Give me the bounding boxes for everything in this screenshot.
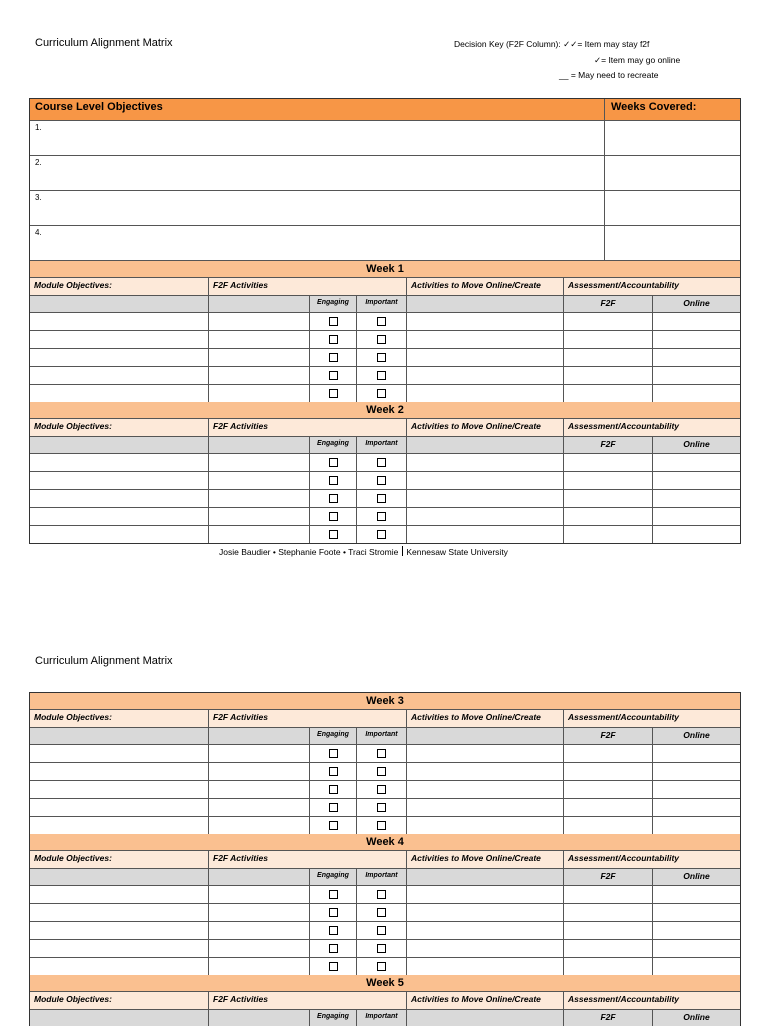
subheader-blank bbox=[407, 869, 564, 885]
online-activity-cell[interactable] bbox=[407, 526, 564, 543]
subheader-blank bbox=[407, 437, 564, 453]
table-row bbox=[30, 367, 740, 385]
decision-key-line-recreate: __ = May need to recreate bbox=[559, 70, 659, 80]
module-objective-cell[interactable] bbox=[30, 331, 209, 348]
objective-row[interactable] bbox=[30, 156, 740, 191]
subheader-blank bbox=[30, 437, 209, 453]
f2f-activity-cell[interactable] bbox=[209, 490, 310, 507]
engaging-cell bbox=[310, 508, 357, 525]
table-row bbox=[30, 490, 740, 508]
module-objective-cell[interactable] bbox=[30, 472, 209, 489]
table-row bbox=[30, 763, 740, 781]
online-header: Online bbox=[683, 439, 710, 449]
f2f-activity-cell[interactable] bbox=[209, 799, 310, 816]
engaging-checkbox[interactable] bbox=[329, 389, 338, 398]
module-objective-cell[interactable] bbox=[30, 904, 209, 921]
week-block bbox=[30, 402, 740, 543]
f2f-assessment-cell[interactable] bbox=[564, 454, 653, 471]
important-checkbox[interactable] bbox=[377, 767, 386, 776]
engaging-checkbox[interactable] bbox=[329, 944, 338, 953]
table-row bbox=[30, 349, 740, 367]
online-assessment-cell[interactable] bbox=[653, 367, 740, 384]
f2f-header: F2F bbox=[564, 437, 653, 453]
important-cell bbox=[357, 781, 407, 798]
important-checkbox[interactable] bbox=[377, 317, 386, 326]
weeks-covered-header: Weeks Covered: bbox=[611, 101, 697, 113]
subheader-blank bbox=[407, 296, 564, 312]
footer-university: Kennesaw State University bbox=[406, 547, 508, 557]
subheader-blank bbox=[30, 869, 209, 885]
online-activity-cell[interactable] bbox=[407, 349, 564, 366]
module-objective-cell[interactable] bbox=[30, 940, 209, 957]
important-checkbox[interactable] bbox=[377, 821, 386, 830]
online-activity-cell[interactable] bbox=[407, 331, 564, 348]
important-cell bbox=[357, 490, 407, 507]
engaging-checkbox[interactable] bbox=[329, 785, 338, 794]
subheader-blank bbox=[209, 869, 310, 885]
online-assessment-cell[interactable] bbox=[653, 331, 740, 348]
engaging-header: Engaging bbox=[310, 437, 357, 453]
footer-separator bbox=[402, 546, 403, 556]
table-row bbox=[30, 385, 740, 402]
online-assessment-cell[interactable] bbox=[653, 313, 740, 330]
week-title: Week 1 bbox=[30, 261, 740, 278]
f2f-activity-cell[interactable] bbox=[209, 781, 310, 798]
engaging-checkbox[interactable] bbox=[329, 890, 338, 899]
module-objective-cell[interactable] bbox=[30, 799, 209, 816]
f2f-activity-cell[interactable] bbox=[209, 922, 310, 939]
weeks-covered-cell[interactable] bbox=[605, 191, 740, 225]
f2f-activity-cell[interactable] bbox=[209, 904, 310, 921]
engaging-cell bbox=[310, 385, 357, 402]
engaging-cell bbox=[310, 367, 357, 384]
subheader-blank bbox=[209, 437, 310, 453]
table-row bbox=[30, 817, 740, 834]
f2f-activity-cell[interactable] bbox=[209, 472, 310, 489]
online-activity-cell[interactable] bbox=[407, 745, 564, 762]
online-activity-cell[interactable] bbox=[407, 367, 564, 384]
important-checkbox[interactable] bbox=[377, 785, 386, 794]
decision-key-line-stay: Decision Key (F2F Column): ✓✓= Item may stay f2f bbox=[454, 39, 650, 49]
f2f-assessment-cell[interactable] bbox=[564, 745, 653, 762]
f2f-assessment-cell[interactable] bbox=[564, 799, 653, 816]
f2f-assessment-cell[interactable] bbox=[564, 472, 653, 489]
important-checkbox[interactable] bbox=[377, 512, 386, 521]
important-checkbox[interactable] bbox=[377, 353, 386, 362]
online-assessment-cell[interactable] bbox=[653, 958, 740, 975]
week-block bbox=[30, 261, 740, 402]
online-assessment-cell[interactable] bbox=[653, 472, 740, 489]
week-subheader-row bbox=[30, 728, 740, 745]
engaging-checkbox[interactable] bbox=[329, 926, 338, 935]
subheader-blank bbox=[209, 296, 310, 312]
important-cell bbox=[357, 904, 407, 921]
online-assessment-cell[interactable] bbox=[653, 385, 740, 402]
f2f-activities-header: F2F Activities bbox=[209, 851, 407, 868]
online-activity-cell[interactable] bbox=[407, 763, 564, 780]
engaging-cell bbox=[310, 313, 357, 330]
important-checkbox[interactable] bbox=[377, 494, 386, 503]
important-cell bbox=[357, 331, 407, 348]
table-row bbox=[30, 745, 740, 763]
engaging-cell bbox=[310, 472, 357, 489]
week-title: Week 4 bbox=[30, 834, 740, 851]
weeks-covered-cell[interactable] bbox=[605, 226, 740, 260]
online-header: Online bbox=[683, 298, 710, 308]
online-assessment-cell[interactable] bbox=[653, 922, 740, 939]
table-row bbox=[30, 508, 740, 526]
subheader-blank bbox=[30, 296, 209, 312]
f2f-assessment-cell[interactable] bbox=[564, 367, 653, 384]
module-objectives-header: Module Objectives: bbox=[30, 992, 209, 1009]
module-objective-cell[interactable] bbox=[30, 490, 209, 507]
important-cell bbox=[357, 958, 407, 975]
important-checkbox[interactable] bbox=[377, 749, 386, 758]
important-header: Important bbox=[357, 437, 407, 453]
engaging-cell bbox=[310, 958, 357, 975]
engaging-cell bbox=[310, 922, 357, 939]
activities-online-header: Activities to Move Online/Create bbox=[407, 419, 564, 436]
important-checkbox[interactable] bbox=[377, 962, 386, 971]
online-assessment-cell[interactable] bbox=[653, 349, 740, 366]
page-title: Curriculum Alignment Matrix bbox=[35, 37, 173, 49]
week-column-header-row bbox=[30, 278, 740, 296]
f2f-activity-cell[interactable] bbox=[209, 763, 310, 780]
important-checkbox[interactable] bbox=[377, 803, 386, 812]
table-row bbox=[30, 922, 740, 940]
engaging-cell bbox=[310, 490, 357, 507]
online-assessment-cell[interactable] bbox=[653, 745, 740, 762]
table-row bbox=[30, 904, 740, 922]
f2f-assessment-cell[interactable] bbox=[564, 781, 653, 798]
week-block bbox=[30, 834, 740, 975]
engaging-checkbox[interactable] bbox=[329, 767, 338, 776]
important-checkbox[interactable] bbox=[377, 476, 386, 485]
engaging-cell bbox=[310, 331, 357, 348]
important-cell bbox=[357, 922, 407, 939]
online-assessment-cell[interactable] bbox=[653, 508, 740, 525]
module-objectives-header: Module Objectives: bbox=[30, 278, 209, 295]
online-activity-cell[interactable] bbox=[407, 490, 564, 507]
important-cell bbox=[357, 745, 407, 762]
f2f-assessment-cell[interactable] bbox=[564, 817, 653, 834]
f2f-activities-header: F2F Activities bbox=[209, 992, 407, 1009]
module-objective-cell[interactable] bbox=[30, 958, 209, 975]
week-block bbox=[30, 975, 740, 1026]
important-cell bbox=[357, 526, 407, 543]
important-cell bbox=[357, 454, 407, 471]
engaging-cell bbox=[310, 886, 357, 903]
page-title: Curriculum Alignment Matrix bbox=[35, 655, 173, 667]
assessment-header: Assessment/Accountability bbox=[568, 853, 680, 863]
activities-online-header: Activities to Move Online/Create bbox=[407, 710, 564, 727]
weekly-matrix bbox=[29, 692, 741, 1026]
f2f-activity-cell[interactable] bbox=[209, 313, 310, 330]
online-assessment-cell[interactable] bbox=[653, 763, 740, 780]
online-assessment-cell[interactable] bbox=[653, 781, 740, 798]
online-activity-cell[interactable] bbox=[407, 472, 564, 489]
f2f-activity-cell[interactable] bbox=[209, 454, 310, 471]
f2f-activity-cell[interactable] bbox=[209, 940, 310, 957]
f2f-assessment-cell[interactable] bbox=[564, 904, 653, 921]
module-objectives-header: Module Objectives: bbox=[30, 710, 209, 727]
f2f-header: F2F bbox=[564, 1010, 653, 1026]
engaging-checkbox[interactable] bbox=[329, 512, 338, 521]
engaging-checkbox[interactable] bbox=[329, 335, 338, 344]
objective-number: 3. bbox=[30, 191, 605, 225]
online-assessment-cell[interactable] bbox=[653, 526, 740, 543]
f2f-assessment-cell[interactable] bbox=[564, 490, 653, 507]
week-column-header-row bbox=[30, 851, 740, 869]
important-header: Important bbox=[357, 1010, 407, 1026]
module-objective-cell[interactable] bbox=[30, 367, 209, 384]
engaging-checkbox[interactable] bbox=[329, 530, 338, 539]
engaging-header: Engaging bbox=[310, 296, 357, 312]
objective-number: 1. bbox=[30, 121, 605, 155]
assessment-header: Assessment/Accountability bbox=[568, 712, 680, 722]
f2f-activity-cell[interactable] bbox=[209, 886, 310, 903]
f2f-activity-cell[interactable] bbox=[209, 331, 310, 348]
important-checkbox[interactable] bbox=[377, 458, 386, 467]
important-checkbox[interactable] bbox=[377, 335, 386, 344]
week-subheader-row bbox=[30, 437, 740, 454]
f2f-activity-cell[interactable] bbox=[209, 526, 310, 543]
week-column-header-row bbox=[30, 419, 740, 437]
important-cell bbox=[357, 817, 407, 834]
engaging-cell bbox=[310, 745, 357, 762]
important-header: Important bbox=[357, 869, 407, 885]
important-checkbox[interactable] bbox=[377, 890, 386, 899]
important-checkbox[interactable] bbox=[377, 944, 386, 953]
online-activity-cell[interactable] bbox=[407, 958, 564, 975]
course-objectives-header: Course Level Objectives bbox=[30, 99, 605, 120]
online-activity-cell[interactable] bbox=[407, 454, 564, 471]
engaging-checkbox[interactable] bbox=[329, 371, 338, 380]
f2f-assessment-cell[interactable] bbox=[564, 313, 653, 330]
f2f-assessment-cell[interactable] bbox=[564, 526, 653, 543]
online-activity-cell[interactable] bbox=[407, 781, 564, 798]
f2f-assessment-cell[interactable] bbox=[564, 331, 653, 348]
assessment-header: Assessment/Accountability bbox=[568, 994, 680, 1004]
important-cell bbox=[357, 763, 407, 780]
online-assessment-cell[interactable] bbox=[653, 490, 740, 507]
activities-online-header: Activities to Move Online/Create bbox=[407, 851, 564, 868]
f2f-assessment-cell[interactable] bbox=[564, 508, 653, 525]
engaging-checkbox[interactable] bbox=[329, 803, 338, 812]
week-title: Week 3 bbox=[30, 693, 740, 710]
important-cell bbox=[357, 940, 407, 957]
module-objective-cell[interactable] bbox=[30, 781, 209, 798]
important-cell bbox=[357, 367, 407, 384]
online-activity-cell[interactable] bbox=[407, 904, 564, 921]
week-block bbox=[30, 693, 740, 834]
weeks-covered-cell[interactable] bbox=[605, 121, 740, 155]
module-objective-cell[interactable] bbox=[30, 745, 209, 762]
table-row bbox=[30, 454, 740, 472]
important-checkbox[interactable] bbox=[377, 389, 386, 398]
f2f-assessment-cell[interactable] bbox=[564, 922, 653, 939]
f2f-activities-header: F2F Activities bbox=[209, 419, 407, 436]
engaging-checkbox[interactable] bbox=[329, 458, 338, 467]
f2f-activity-cell[interactable] bbox=[209, 745, 310, 762]
engaging-cell bbox=[310, 526, 357, 543]
module-objective-cell[interactable] bbox=[30, 922, 209, 939]
f2f-assessment-cell[interactable] bbox=[564, 940, 653, 957]
online-header: Online bbox=[683, 1012, 710, 1022]
objective-number: 2. bbox=[30, 156, 605, 190]
f2f-activity-cell[interactable] bbox=[209, 367, 310, 384]
table-row bbox=[30, 940, 740, 958]
online-activity-cell[interactable] bbox=[407, 799, 564, 816]
module-objective-cell[interactable] bbox=[30, 313, 209, 330]
engaging-cell bbox=[310, 904, 357, 921]
f2f-assessment-cell[interactable] bbox=[564, 886, 653, 903]
f2f-activity-cell[interactable] bbox=[209, 817, 310, 834]
module-objective-cell[interactable] bbox=[30, 886, 209, 903]
engaging-header: Engaging bbox=[310, 1010, 357, 1026]
f2f-assessment-cell[interactable] bbox=[564, 763, 653, 780]
online-assessment-cell[interactable] bbox=[653, 799, 740, 816]
module-objective-cell[interactable] bbox=[30, 349, 209, 366]
online-activity-cell[interactable] bbox=[407, 922, 564, 939]
online-header: Online bbox=[683, 871, 710, 881]
module-objective-cell[interactable] bbox=[30, 385, 209, 402]
subheader-blank bbox=[407, 728, 564, 744]
assessment-header: Assessment/Accountability bbox=[568, 280, 680, 290]
engaging-checkbox[interactable] bbox=[329, 821, 338, 830]
f2f-header: F2F bbox=[564, 869, 653, 885]
engaging-header: Engaging bbox=[310, 728, 357, 744]
online-assessment-cell[interactable] bbox=[653, 886, 740, 903]
table-row bbox=[30, 781, 740, 799]
f2f-header: F2F bbox=[564, 296, 653, 312]
important-cell bbox=[357, 385, 407, 402]
online-header: Online bbox=[683, 730, 710, 740]
online-assessment-cell[interactable] bbox=[653, 454, 740, 471]
objective-number: 4. bbox=[30, 226, 605, 260]
online-activity-cell[interactable] bbox=[407, 313, 564, 330]
activities-online-header: Activities to Move Online/Create bbox=[407, 278, 564, 295]
module-objective-cell[interactable] bbox=[30, 508, 209, 525]
f2f-header: F2F bbox=[564, 728, 653, 744]
engaging-cell bbox=[310, 763, 357, 780]
engaging-checkbox[interactable] bbox=[329, 494, 338, 503]
important-checkbox[interactable] bbox=[377, 908, 386, 917]
online-assessment-cell[interactable] bbox=[653, 817, 740, 834]
important-header: Important bbox=[357, 728, 407, 744]
online-assessment-cell[interactable] bbox=[653, 904, 740, 921]
engaging-cell bbox=[310, 349, 357, 366]
footer bbox=[219, 546, 508, 557]
decision-key-line-online: ✓= Item may go online bbox=[594, 55, 681, 65]
subheader-blank bbox=[209, 728, 310, 744]
f2f-activity-cell[interactable] bbox=[209, 508, 310, 525]
important-header: Important bbox=[357, 296, 407, 312]
online-activity-cell[interactable] bbox=[407, 385, 564, 402]
assessment-header: Assessment/Accountability bbox=[568, 421, 680, 431]
f2f-activity-cell[interactable] bbox=[209, 958, 310, 975]
important-cell bbox=[357, 313, 407, 330]
f2f-activities-header: F2F Activities bbox=[209, 278, 407, 295]
engaging-checkbox[interactable] bbox=[329, 317, 338, 326]
f2f-assessment-cell[interactable] bbox=[564, 349, 653, 366]
f2f-assessment-cell[interactable] bbox=[564, 385, 653, 402]
engaging-cell bbox=[310, 781, 357, 798]
week-column-header-row bbox=[30, 710, 740, 728]
module-objective-cell[interactable] bbox=[30, 454, 209, 471]
engaging-cell bbox=[310, 940, 357, 957]
week-title: Week 2 bbox=[30, 402, 740, 419]
table-row bbox=[30, 331, 740, 349]
important-checkbox[interactable] bbox=[377, 371, 386, 380]
engaging-cell bbox=[310, 454, 357, 471]
f2f-activity-cell[interactable] bbox=[209, 385, 310, 402]
table-row bbox=[30, 886, 740, 904]
online-activity-cell[interactable] bbox=[407, 886, 564, 903]
week-subheader-row bbox=[30, 869, 740, 886]
engaging-checkbox[interactable] bbox=[329, 749, 338, 758]
module-objectives-header: Module Objectives: bbox=[30, 419, 209, 436]
engaging-cell bbox=[310, 817, 357, 834]
activities-online-header: Activities to Move Online/Create bbox=[407, 992, 564, 1009]
important-cell bbox=[357, 886, 407, 903]
module-objective-cell[interactable] bbox=[30, 763, 209, 780]
objective-row[interactable] bbox=[30, 191, 740, 226]
important-cell bbox=[357, 508, 407, 525]
week-column-header-row bbox=[30, 992, 740, 1010]
online-assessment-cell[interactable] bbox=[653, 940, 740, 957]
subheader-blank bbox=[30, 728, 209, 744]
important-checkbox[interactable] bbox=[377, 926, 386, 935]
objectives-header-row bbox=[30, 99, 740, 121]
table-row bbox=[30, 313, 740, 331]
important-cell bbox=[357, 799, 407, 816]
engaging-cell bbox=[310, 799, 357, 816]
important-checkbox[interactable] bbox=[377, 530, 386, 539]
module-objectives-header: Module Objectives: bbox=[30, 851, 209, 868]
table-row bbox=[30, 526, 740, 543]
important-cell bbox=[357, 349, 407, 366]
course-objectives-matrix bbox=[29, 98, 741, 544]
f2f-activities-header: F2F Activities bbox=[209, 710, 407, 727]
objective-row[interactable] bbox=[30, 121, 740, 156]
engaging-header: Engaging bbox=[310, 869, 357, 885]
table-row bbox=[30, 472, 740, 490]
engaging-checkbox[interactable] bbox=[329, 908, 338, 917]
week-title: Week 5 bbox=[30, 975, 740, 992]
engaging-checkbox[interactable] bbox=[329, 353, 338, 362]
engaging-checkbox[interactable] bbox=[329, 476, 338, 485]
online-activity-cell[interactable] bbox=[407, 940, 564, 957]
module-objective-cell[interactable] bbox=[30, 526, 209, 543]
online-activity-cell[interactable] bbox=[407, 508, 564, 525]
engaging-checkbox[interactable] bbox=[329, 962, 338, 971]
week-subheader-row bbox=[30, 296, 740, 313]
footer-authors: Josie Baudier • Stephanie Foote • Traci Stromie bbox=[219, 547, 399, 557]
online-activity-cell[interactable] bbox=[407, 817, 564, 834]
objective-row[interactable] bbox=[30, 226, 740, 261]
table-row bbox=[30, 958, 740, 975]
module-objective-cell[interactable] bbox=[30, 817, 209, 834]
f2f-assessment-cell[interactable] bbox=[564, 958, 653, 975]
table-row bbox=[30, 799, 740, 817]
important-cell bbox=[357, 472, 407, 489]
f2f-activity-cell[interactable] bbox=[209, 349, 310, 366]
weeks-covered-cell[interactable] bbox=[605, 156, 740, 190]
